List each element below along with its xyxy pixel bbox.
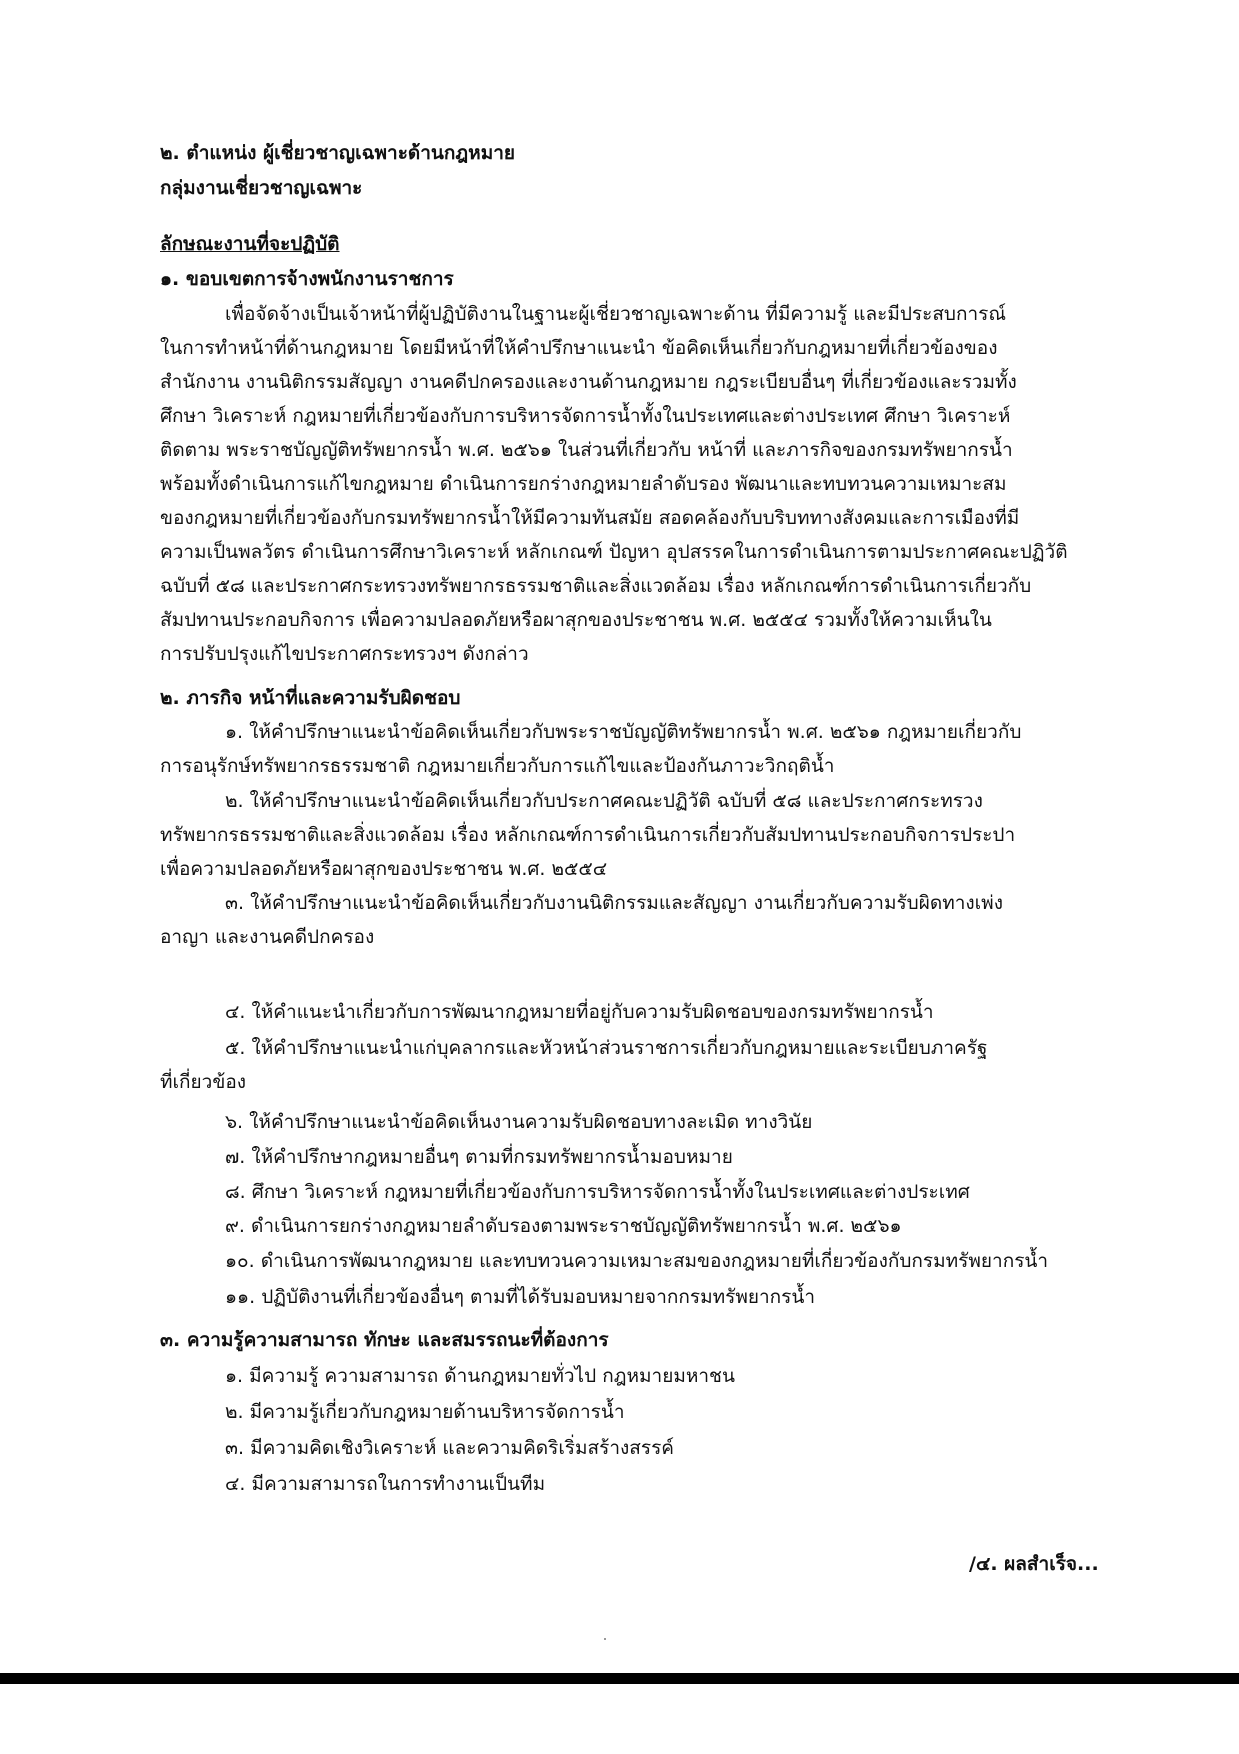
knowledge-item: ๒. มีความรู้เกี่ยวกับกฎหมายด้านบริหารจัดการน้ำ: [225, 1401, 625, 1423]
scan-speck: [604, 1638, 606, 1640]
scope-line: ของกฎหมายที่เกี่ยวข้องกับกรมทรัพยากรน้ำให้มีความทันสมัย สอดคล้องกับบริบททางสังคมและการเมืองที่มี: [160, 507, 1020, 529]
duty-item: ๑๐. ดำเนินการพัฒนากฎหมาย และทบทวนความเหมาะสมของกฎหมายที่เกี่ยวข้องกับกรมทรัพยากรน้ำ: [225, 1250, 1049, 1272]
scope-line: ความเป็นพลวัตร ดำเนินการศึกษาวิเคราะห์ หลักเกณฑ์ ปัญหา อุปสรรคในการดำเนินการตามประกาศคณะปฏิวัติ: [160, 541, 1068, 563]
knowledge-heading: ๓. ความรู้ความสามารถ ทักษะ และสมรรถนะที่ต้องการ: [160, 1329, 609, 1351]
duty-item: การอนุรักษ์ทรัพยากรธรรมชาติ กฎหมายเกี่ยวกับการแก้ไขและป้องกันภาวะวิกฤติน้ำ: [160, 755, 835, 777]
scope-line: ในการทำหน้าที่ด้านกฎหมาย โดยมีหน้าที่ให้คำปรึกษาแนะนำ ข้อคิดเห็นเกี่ยวกับกฎหมายที่เกี่ยวข้องของ: [160, 337, 998, 359]
continuation-marker: /๔. ผลสำเร็จ...: [969, 1553, 1099, 1575]
duty-item: ทรัพยากรธรรมชาติและสิ่งแวดล้อม เรื่อง หลักเกณฑ์การดำเนินการเกี่ยวกับสัมปทานประกอบกิจการประปา: [160, 824, 1016, 846]
knowledge-item: ๔. มีความสามารถในการทำงานเป็นทีม: [225, 1473, 546, 1495]
duty-item: ๑๑. ปฏิบัติงานที่เกี่ยวข้องอื่นๆ ตามที่ได้รับมอบหมายจากกรมทรัพยากรน้ำ: [225, 1286, 816, 1308]
duty-item: ๖. ให้คำปรึกษาแนะนำข้อคิดเห็นงานความรับผิดชอบทางละเมิด ทางวินัย: [225, 1111, 813, 1133]
duties-heading: ๒. ภารกิจ หน้าที่และความรับผิดชอบ: [160, 687, 461, 709]
group-name: กลุ่มงานเชี่ยวชาญเฉพาะ: [160, 177, 363, 199]
duty-item: ๕. ให้คำปรึกษาแนะนำแก่บุคลากรและหัวหน้าส่วนราชการเกี่ยวกับกฎหมายและระเบียบภาครัฐ: [225, 1037, 988, 1059]
duty-item: ๒. ให้คำปรึกษาแนะนำข้อคิดเห็นเกี่ยวกับประกาศคณะปฏิวัติ ฉบับที่ ๕๘ และประกาศกระทรวง: [225, 790, 983, 812]
scope-line: การปรับปรุงแก้ไขประกาศกระทรวงฯ ดังกล่าว: [160, 643, 529, 665]
scope-line: ฉบับที่ ๕๘ และประกาศกระทรวงทรัพยากรธรรมชาติและสิ่งแวดล้อม เรื่อง หลักเกณฑ์การดำเนินการเกี่ยวกับ: [160, 575, 1032, 597]
duty-item: ๔. ให้คำแนะนำเกี่ยวกับการพัฒนากฎหมายที่อยู่กับความรับผิดชอบของกรมทรัพยากรน้ำ: [225, 1001, 934, 1023]
scope-line: ศึกษา วิเคราะห์ กฎหมายที่เกี่ยวข้องกับการบริหารจัดการน้ำทั้งในประเทศและต่างประเทศ ศึกษา วิเคราะห์: [160, 405, 1011, 427]
scope-line: พร้อมทั้งดำเนินการแก้ไขกฎหมาย ดำเนินการยกร่างกฎหมายลำดับรอง พัฒนาและทบทวนความเหมาะสม: [160, 473, 1007, 495]
knowledge-item: ๓. มีความคิดเชิงวิเคราะห์ และความคิดริเริ่มสร้างสรรค์: [225, 1437, 675, 1459]
duty-item: ๗. ให้คำปรึกษากฎหมายอื่นๆ ตามที่กรมทรัพยากรน้ำมอบหมาย: [225, 1146, 733, 1168]
duty-item: ๓. ให้คำปรึกษาแนะนำข้อคิดเห็นเกี่ยวกับงานนิติกรรมและสัญญา งานเกี่ยวกับความรับผิดทางเพ่ง: [225, 892, 1003, 914]
duty-item: อาญา และงานคดีปกครอง: [160, 926, 375, 948]
scope-line: เพื่อจัดจ้างเป็นเจ้าหน้าที่ผู้ปฏิบัติงานในฐานะผู้เชี่ยวชาญเฉพาะด้าน ที่มีความรู้ และมีประสบการณ์: [225, 303, 1006, 325]
scope-line: ติดตาม พระราชบัญญัติทรัพยากรน้ำ พ.ศ. ๒๕๖๑ ในส่วนที่เกี่ยวกับ หน้าที่ และภารกิจของกรมทรัพยากรน้ำ: [160, 439, 1013, 461]
section-heading: ลักษณะงานที่จะปฏิบัติ: [160, 233, 340, 255]
scope-line: สำนักงาน งานนิติกรรมสัญญา งานคดีปกครองและงานด้านกฎหมาย กฎระเบียบอื่นๆ ที่เกี่ยวข้องและรวมทั้ง: [160, 371, 1017, 393]
duty-item: ๙. ดำเนินการยกร่างกฎหมายลำดับรองตามพระราชบัญญัติทรัพยากรน้ำ พ.ศ. ๒๕๖๑: [225, 1215, 902, 1237]
duty-item: ๘. ศึกษา วิเคราะห์ กฎหมายที่เกี่ยวข้องกับการบริหารจัดการน้ำทั้งในประเทศและต่างประเทศ: [225, 1181, 970, 1203]
scope-line: สัมปทานประกอบกิจการ เพื่อความปลอดภัยหรือผาสุกของประชาชน พ.ศ. ๒๕๕๔ รวมทั้งให้ความเห็นใน: [160, 609, 992, 631]
position-title: ๒. ตำแหน่ง ผู้เชี่ยวชาญเฉพาะด้านกฎหมาย: [160, 142, 516, 164]
scope-heading: ๑. ขอบเขตการจ้างพนักงานราชการ: [160, 268, 454, 290]
knowledge-item: ๑. มีความรู้ ความสามารถ ด้านกฎหมายทั่วไป กฎหมายมหาชน: [225, 1365, 735, 1387]
duty-item: เพื่อความปลอดภัยหรือผาสุกของประชาชน พ.ศ. ๒๕๕๔: [160, 858, 608, 880]
duty-item: ๑. ให้คำปรึกษาแนะนำข้อคิดเห็นเกี่ยวกับพระราชบัญญัติทรัพยากรน้ำ พ.ศ. ๒๕๖๑ กฎหมายเกี่ยวกับ: [225, 721, 1022, 743]
scan-edge-bar: [0, 1673, 1239, 1684]
duty-item: ที่เกี่ยวข้อง: [160, 1071, 247, 1093]
